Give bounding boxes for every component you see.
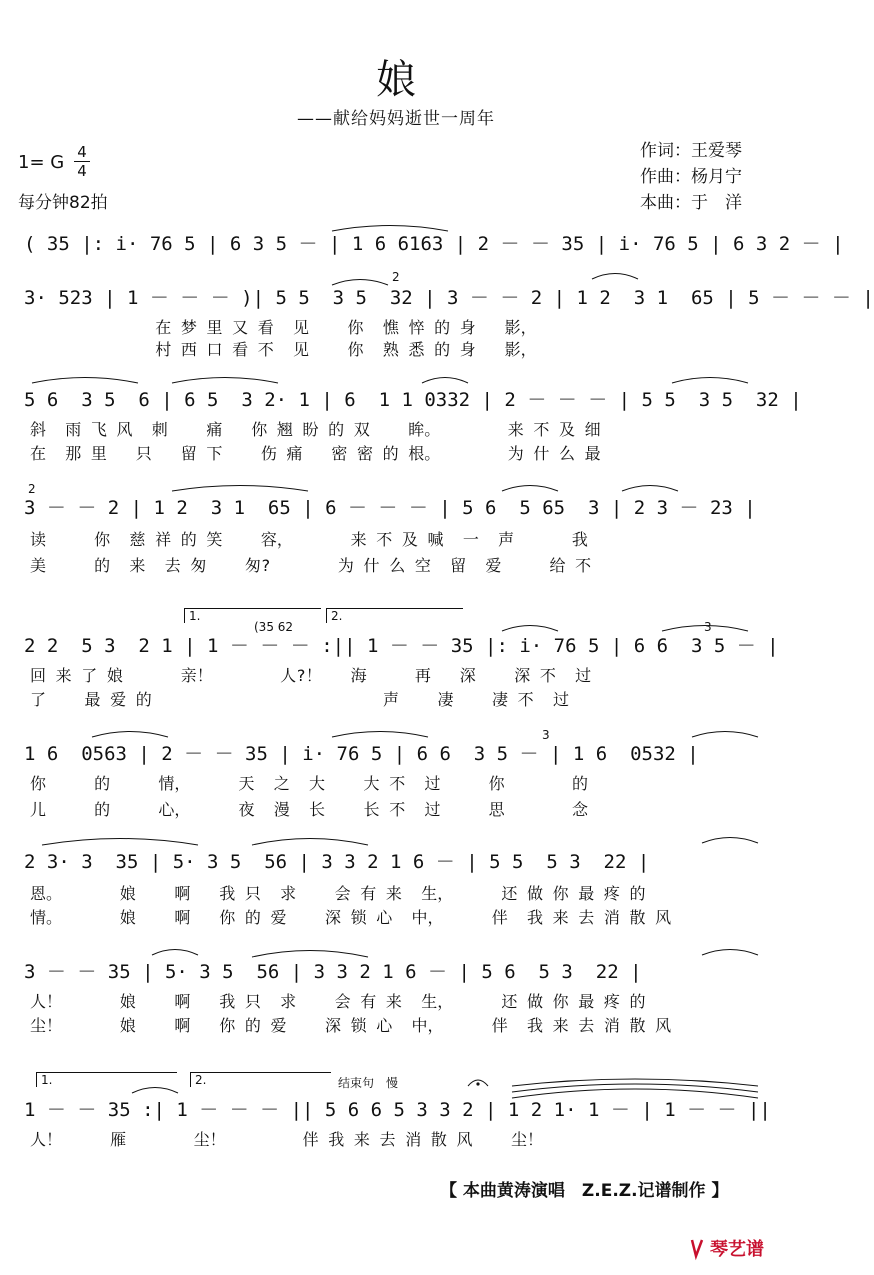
slur bbox=[620, 482, 680, 492]
score-row-1: ( 35 |: i· 76 5 | 6 3 5 － | 1 6 6163 | 2 － － 35 | i· 76 5 | 6 3 2 － | bbox=[24, 233, 844, 255]
slur bbox=[590, 270, 640, 280]
logo-mark-icon bbox=[692, 1240, 702, 1256]
lyric-row-7-verse-1: 恩。 娘 啊 我 只 求 会 有 来 生， 还 做 你 最 疼 的 bbox=[30, 884, 646, 903]
slur bbox=[40, 834, 200, 846]
score-row-8: 3 － － 35 | 5· 3 5 56 | 3 3 2 1 6 － | 5 6 5 3 22 | bbox=[24, 961, 642, 983]
lyric-row-4-verse-2: 美 的 来 去 匆 匆? 为 什 么 空 留 爱 给 不 bbox=[30, 556, 592, 575]
lyric-row-2-verse-2: 村 西 口 看 不 见 你 熟 悉 的 身 影， bbox=[30, 340, 537, 359]
slur bbox=[330, 222, 450, 232]
slur bbox=[170, 482, 310, 492]
lyric-row-8-verse-2: 尘！ 娘 啊 你 的 爱 深 锁 心 中， 伴 我 来 去 消 散 风 bbox=[30, 1016, 672, 1035]
score-row-3: 5 6 3 5 6 | 6 5 3 2· 1 | 6 1 1 0332 | 2 － － － | 5 5 3 5 32 | bbox=[24, 389, 802, 411]
slur bbox=[500, 482, 560, 492]
arranger-credit: 本曲：于 洋 bbox=[640, 193, 742, 213]
lyric-row-8-verse-1: 人！ 娘 啊 我 只 求 会 有 来 生， 还 做 你 最 疼 的 bbox=[30, 992, 646, 1011]
composer-credit: 作曲：杨月宁 bbox=[640, 167, 742, 187]
score-row-7: 2 3· 3 35 | 5· 3 5 56 | 3 3 2 1 6 － | 5 5 5 3 22 | bbox=[24, 851, 650, 873]
slur bbox=[690, 728, 760, 738]
logo-text: 琴艺谱 bbox=[710, 1239, 764, 1260]
slur bbox=[670, 374, 750, 384]
score-row-6: 1 6 0563 | 2 － － 35 | i· 76 5 | 6 6 3 5 － | 1 6 0532 | bbox=[24, 743, 699, 765]
score-row-4: 3 － － 2 | 1 2 3 1 65 | 6 － － － | 5 6 5 65 3 | 2 3 － 23 | bbox=[24, 497, 756, 519]
slur bbox=[700, 946, 760, 956]
subtitle: ——献给妈妈逝世一周年 bbox=[297, 109, 495, 129]
slur bbox=[660, 622, 750, 632]
tempo-marking: 每分钟82拍 bbox=[18, 193, 108, 213]
slur bbox=[330, 276, 390, 286]
footer-credit: 【 本曲黄涛演唱 Z.E.Z.记谱制作 】 bbox=[440, 1181, 729, 1201]
ending-slurs bbox=[510, 1076, 760, 1100]
grace-note-3: 3 bbox=[704, 620, 712, 634]
score-row-9: 1 － － 35 :| 1 － － － || 5 6 6 5 3 3 2 | 1 2 1· 1 － | 1 － － || bbox=[24, 1099, 771, 1121]
time-signature bbox=[74, 144, 90, 179]
lyric-row-6-verse-2: 儿 的 心， 夜 漫 长 长 不 过 思 念 bbox=[30, 800, 589, 819]
slur bbox=[250, 946, 370, 958]
volta-2: 2. bbox=[190, 1072, 331, 1087]
ending-marking: 结束句 慢 bbox=[338, 1076, 399, 1090]
lyric-row-9: 人！ 雁 尘！ 伴 我 来 去 消 散 风 尘！ bbox=[30, 1130, 543, 1149]
page-title: 娘 bbox=[376, 57, 416, 103]
slur bbox=[170, 374, 280, 384]
slur bbox=[150, 946, 200, 956]
slur bbox=[250, 834, 370, 846]
time-signature-top: 4 bbox=[77, 143, 87, 161]
slur bbox=[90, 728, 170, 738]
lyric-row-3-verse-2: 在 那 里 只 留 下 伤 痛 密 密 的 根。 为 什 么 最 bbox=[30, 444, 601, 463]
slur bbox=[130, 1084, 180, 1094]
score-row-2: 3· 523 | 1 － － － )| 5 5 3 5 32 | 3 － － 2 | 1 2 3 1 65 | 5 － － － | bbox=[24, 287, 874, 309]
site-logo bbox=[690, 1236, 780, 1260]
lyric-row-5-verse-2: 了 最 爱 的 声 凄 凄 不 过 bbox=[30, 690, 569, 709]
volta-1: 1. bbox=[184, 608, 321, 623]
lyric-row-5-verse-1: 回 来 了 娘 亲！ 人?！ 海 再 深 深 不 过 bbox=[30, 666, 592, 685]
grace-notes: (35 62 bbox=[254, 620, 294, 634]
lyric-row-3-verse-1: 斜 雨 飞 风 刺 痛 你 翘 盼 的 双 眸。 来 不 及 细 bbox=[30, 420, 601, 439]
grace-note-3: 3 bbox=[542, 728, 550, 742]
lyric-row-7-verse-2: 情。 娘 啊 你 的 爱 深 锁 心 中， 伴 我 来 去 消 散 风 bbox=[30, 908, 672, 927]
slur bbox=[30, 374, 140, 384]
lyric-row-6-verse-1: 你 的 情， 天 之 大 大 不 过 你 的 bbox=[30, 774, 589, 793]
slur bbox=[700, 834, 760, 844]
fermata-icon bbox=[466, 1074, 490, 1088]
lyric-row-2-verse-1: 在 梦 里 又 看 见 你 憔 悴 的 身 影， bbox=[30, 318, 537, 337]
slur bbox=[330, 728, 430, 738]
slur bbox=[500, 622, 560, 632]
breath-mark: 2 bbox=[28, 482, 36, 496]
lyricist-credit: 作词：王爱琴 bbox=[640, 141, 742, 161]
key-signature: 1= G bbox=[18, 152, 65, 173]
lyric-row-4-verse-1: 读 你 慈 祥 的 笑 容， 来 不 及 喊 一 声 我 bbox=[30, 530, 588, 549]
score-row-5: 2 2 5 3 2 1 | 1 － － － :|| 1 － － 35 |: i· 76 5 | 6 6 3 5 － | bbox=[24, 635, 779, 657]
time-signature-bottom: 4 bbox=[77, 162, 87, 180]
volta-2: 2. bbox=[326, 608, 463, 623]
volta-1: 1. bbox=[36, 1072, 177, 1087]
slur bbox=[420, 374, 470, 384]
breath-mark: 2 bbox=[392, 270, 400, 284]
